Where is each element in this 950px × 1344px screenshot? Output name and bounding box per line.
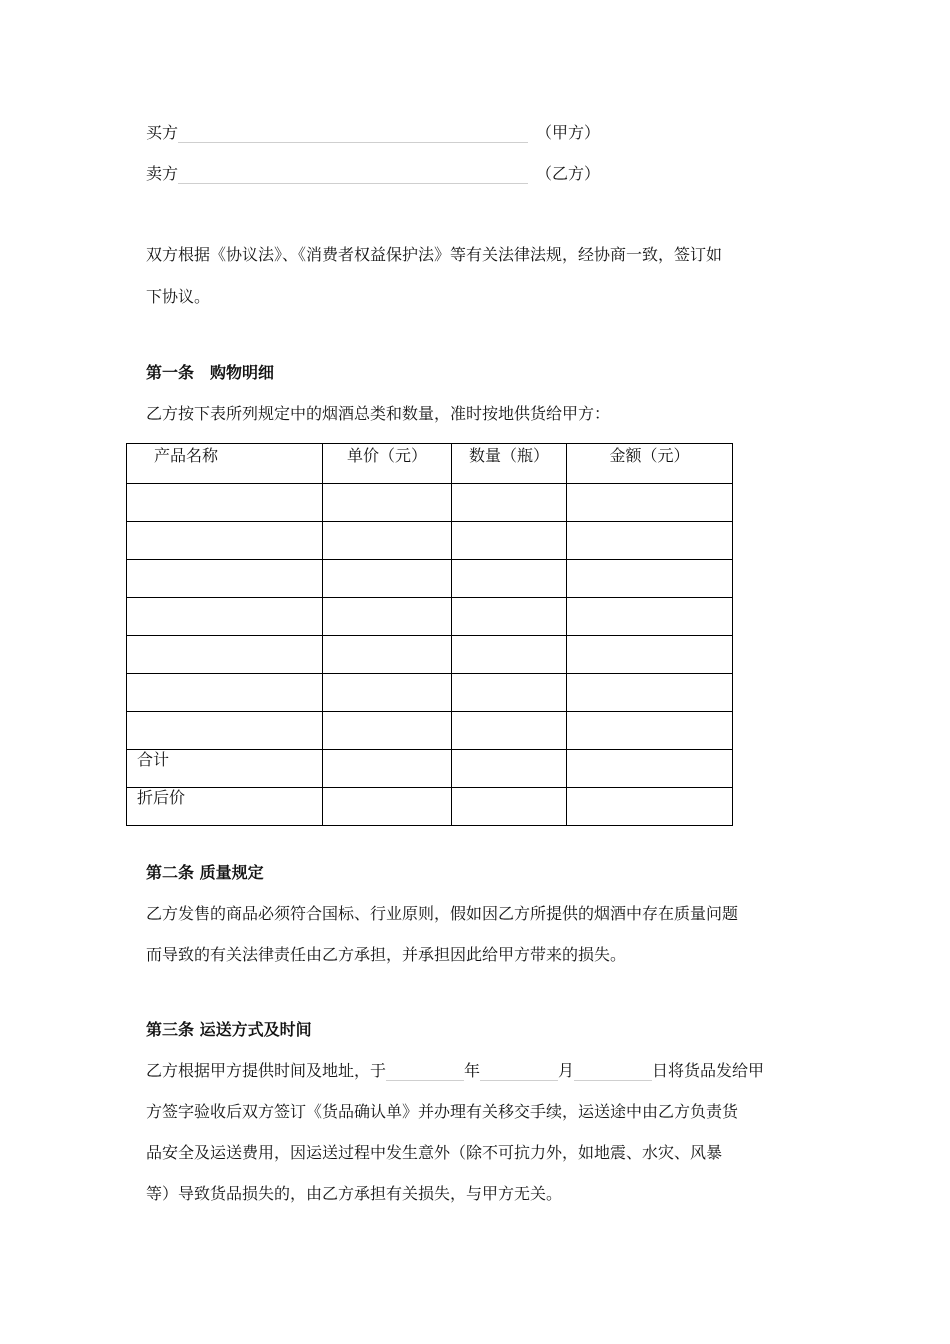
intro-line-2: 下协议。 [146,287,211,306]
cell-quantity[interactable] [452,598,567,636]
table-row [127,522,733,560]
day-blank[interactable] [574,1064,652,1081]
header-amount: 金额（元） [567,444,733,484]
article2-title: 第二条 质量规定 [146,863,264,882]
cell-quantity[interactable] [452,560,567,598]
items-table [126,443,733,826]
cell-unit-price[interactable] [323,484,452,522]
cell-quantity[interactable] [452,636,567,674]
year-label: 年 [464,1061,481,1080]
cell-amount[interactable] [567,636,733,674]
cell-unit-price[interactable] [323,750,452,788]
cell-quantity[interactable] [452,522,567,560]
article2-line-2: 而导致的有关法律责任由乙方承担，并承担因此给甲方带来的损失。 [146,945,627,964]
article3-line-1 [146,1061,764,1081]
header-unit-price: 单价（元） [323,444,452,484]
cell-amount[interactable] [567,750,733,788]
discount-row [127,788,733,826]
cell-product[interactable] [127,484,323,522]
article3-line-3: 品安全及运送费用，因运送过程中发生意外（除不可抗力外，如地震、水灾、风暴 [146,1143,723,1162]
discount-label: 折后价 [127,788,323,826]
cell-product[interactable] [127,598,323,636]
cell-unit-price[interactable] [323,522,452,560]
article1-title: 第一条 购物明细 [146,363,275,382]
cell-product[interactable] [127,674,323,712]
seller-role: （乙方） [536,164,601,183]
seller-name-blank[interactable] [178,167,528,184]
month-label: 月 [558,1061,575,1080]
cell-unit-price[interactable] [323,674,452,712]
year-blank[interactable] [386,1064,464,1081]
seller-line [146,164,600,184]
article1-lead: 乙方按下表所列规定中的烟酒总类和数量，准时按地供货给甲方： [146,404,611,423]
cell-product[interactable] [127,712,323,750]
header-quantity: 数量（瓶） [452,444,567,484]
article3-title: 第三条 运送方式及时间 [146,1020,312,1039]
table-row [127,484,733,522]
buyer-role: （甲方） [536,123,601,142]
cell-amount[interactable] [567,484,733,522]
cell-product[interactable] [127,636,323,674]
seller-label: 卖方 [146,164,179,183]
table-row [127,560,733,598]
cell-amount[interactable] [567,788,733,826]
cell-unit-price[interactable] [323,560,452,598]
cell-quantity[interactable] [452,484,567,522]
article3-line-1-start: 乙方根据甲方提供时间及地址，于 [146,1061,387,1080]
cell-amount[interactable] [567,560,733,598]
cell-quantity[interactable] [452,788,567,826]
article3-line-1-end: 日将货品发给甲 [652,1061,765,1080]
cell-quantity[interactable] [452,674,567,712]
header-product: 产品名称 [127,444,323,484]
total-label: 合计 [127,750,323,788]
month-blank[interactable] [480,1064,558,1081]
cell-unit-price[interactable] [323,712,452,750]
cell-product[interactable] [127,522,323,560]
cell-amount[interactable] [567,522,733,560]
table-row [127,674,733,712]
cell-unit-price[interactable] [323,598,452,636]
table-row [127,712,733,750]
table-header-row [127,444,733,484]
article3-line-2: 方签字验收后双方签订《货品确认单》并办理有关移交手续，运送途中由乙方负责货 [146,1102,739,1121]
intro-line-1: 双方根据《协议法》、《消费者权益保护法》等有关法律法规，经协商一致，签订如 [146,245,723,264]
cell-unit-price[interactable] [323,788,452,826]
cell-amount[interactable] [567,598,733,636]
buyer-line [146,123,600,143]
table-row [127,636,733,674]
cell-amount[interactable] [567,674,733,712]
cell-amount[interactable] [567,712,733,750]
buyer-name-blank[interactable] [178,126,528,143]
cell-unit-price[interactable] [323,636,452,674]
article3-line-4: 等）导致货品损失的，由乙方承担有关损失，与甲方无关。 [146,1184,563,1203]
buyer-label: 买方 [146,123,179,142]
total-row [127,750,733,788]
article2-line-1: 乙方发售的商品必须符合国标、行业原则，假如因乙方所提供的烟酒中存在质量问题 [146,904,739,923]
cell-product[interactable] [127,560,323,598]
cell-quantity[interactable] [452,750,567,788]
cell-quantity[interactable] [452,712,567,750]
table-row [127,598,733,636]
